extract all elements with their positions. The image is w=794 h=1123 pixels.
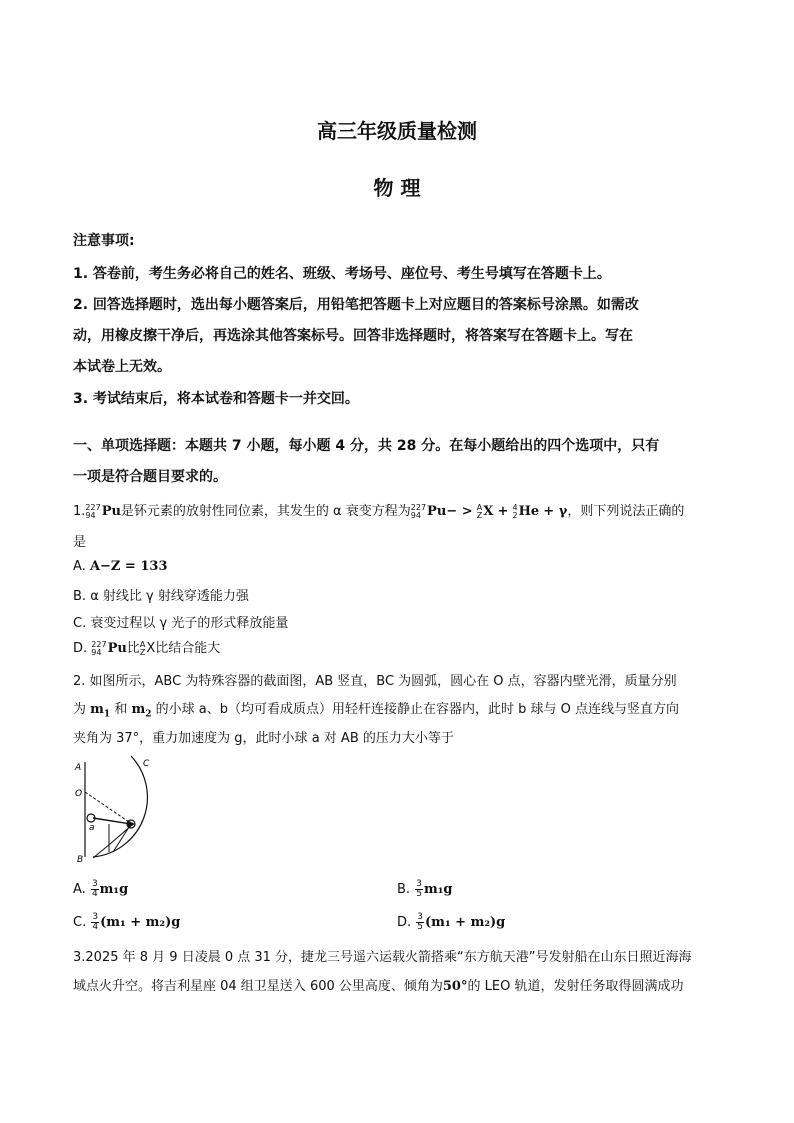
section-heading: 一、单项选择题：本题共 7 小题，每小题 4 分，共 28 分。在每小题给出的四个选项中，只有 <box>73 438 660 454</box>
notes-heading: 注意事项: <box>73 233 135 249</box>
q1-option-b: B. α 射线比 γ 射线穿透能力强 <box>73 589 249 604</box>
section-heading-cont: 一项是符合题目要求的。 <box>73 469 227 485</box>
q2-option-a: A. $\frac{3}{4}$ m₁g <box>73 879 129 899</box>
notes-item: 3. 考试结束后，将本试卷和答题卡一并交回。 <box>73 391 359 407</box>
q2-option-b: B. $\frac{3}{5}$ m₁g <box>397 879 453 899</box>
q2-option-d: D. $\frac{3}{5}$ (m₁ + m₂)g <box>397 912 506 932</box>
label-b-point: B <box>77 855 84 865</box>
label-o: O <box>75 789 83 799</box>
label-a-point: A <box>75 763 82 773</box>
q3-stem-line1: 3.2025 年 8 月 9 日凌晨 0 点 31 分，捷龙三号遥六运载火箭搭乘“东方航天港”号发射船在山东日照近海海 <box>73 950 692 965</box>
rod <box>93 818 131 824</box>
notes-item: 2. 回答选择题时，选出每小题答案后，用铅笔把答题卡上对应题目的答案标号涂黑。如需改 <box>73 297 639 313</box>
arc-bc <box>93 756 147 857</box>
q2-figure <box>73 752 163 867</box>
notes-item: 本试卷上无效。 <box>73 359 171 375</box>
label-ball-a: a <box>89 823 95 833</box>
q1-option-a: A. A−Z = 133 <box>73 559 168 574</box>
q2-stem-line3: 夹角为 37°，重力加速度为 g，此时小球 a 对 AB 的压力大小等于 <box>73 731 454 746</box>
q1-stem-cont: 是 <box>73 535 87 550</box>
exam-title: 高三年级质量检测 <box>317 119 477 143</box>
notes-item: 动，用橡皮擦干净后，再选涂其他答案标号。回答非选择题时，将答案写在答题卡上。写在 <box>73 328 633 344</box>
q2-stem-line1: 2. 如图所示，ABC 为特殊容器的截面图，AB 竖直，BC 为圆弧，圆心在 O 点，容器内壁光滑，质量分别 <box>73 674 677 689</box>
nuclide-he: 4 2 <box>512 502 518 520</box>
q1-option-c: C. 衰变过程以 γ 光子的形式释放能量 <box>73 616 289 631</box>
nuclide-x: A Z <box>476 502 483 520</box>
dashed-ob <box>85 792 129 822</box>
q1-stem: 1. 227 94 Pu是钚元素的放射性同位素，其发生的 α 衰变方程为 227 94 Pu− > A Z X + 4 2 He + γ，则下列说法正确的 <box>73 502 685 520</box>
notes-item: 1. 答卷前，考生务必将自己的姓名、班级、考场号、座位号、考生号填写在答题卡上。 <box>73 266 611 282</box>
q1-number: 1. <box>73 504 86 519</box>
q2-stem-line2: 为 $m_1$ 和 $m_2$ 的小球 a、b（均可看成质点）用轻杆连接静止在容器内，此时 b 球与 O 点连线与竖直方向 <box>73 702 680 720</box>
nuclide-pu: 227 94 <box>85 502 101 520</box>
subject-title: 物 理 <box>373 176 421 200</box>
q3-stem-line2: 域点火升空。将吉利星座 04 组卫星送入 600 公里高度、倾角为50°的 LEO 轨道，发射任务取得圆满成功 <box>73 979 684 994</box>
q1-option-d: D. 227 94 Pu比 A Z X比结合能大 <box>73 639 221 657</box>
force-line <box>93 824 133 858</box>
nuclide-pu: 227 94 <box>410 502 427 520</box>
q2-option-c: C. $\frac{3}{4}$ (m₁ + m₂)g <box>73 912 181 932</box>
label-c-point: C <box>143 759 150 769</box>
